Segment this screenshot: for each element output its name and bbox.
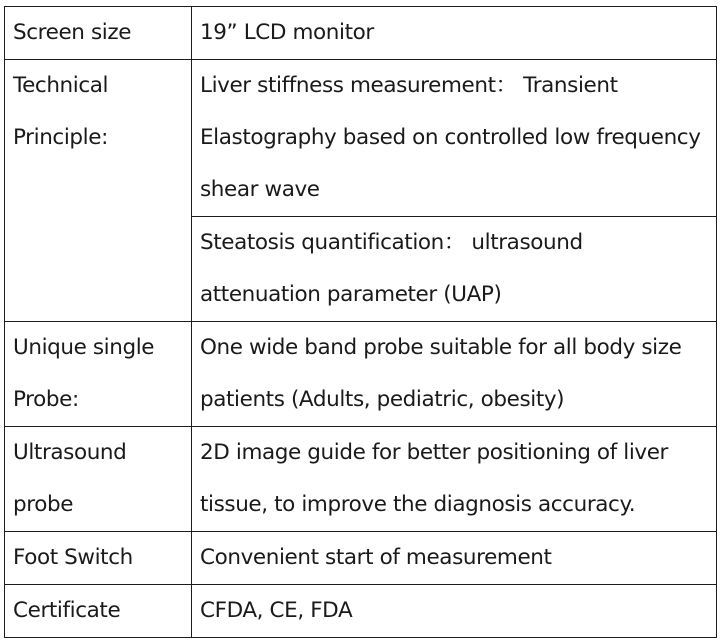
row-value-unique-probe: One wide band probe suitable for all body size patients (Adults, pediatric, obesity) — [192, 322, 717, 427]
table-row-foot-switch — [5, 532, 717, 585]
row-value-liver-stiffness: Liver stiffness measurement： Transient Elastography based on controlled low frequency shear wave — [192, 60, 717, 217]
spec-table — [4, 6, 717, 638]
table-row-technical-principle — [5, 60, 717, 217]
table-row-certificate — [5, 585, 717, 638]
row-label-unique-probe: Unique single Probe: — [5, 322, 192, 427]
row-label-technical-principle: Technical Principle: — [5, 60, 192, 322]
row-label-ultrasound-probe: Ultrasound probe — [5, 427, 192, 532]
row-value-screen-size: 19” LCD monitor — [192, 7, 717, 60]
row-value-ultrasound-probe: 2D image guide for better positioning of liver tissue, to improve the diagnosis accuracy. — [192, 427, 717, 532]
row-label-certificate: Certificate — [5, 585, 192, 638]
table-row-ultrasound-probe — [5, 427, 717, 532]
row-value-steatosis: Steatosis quantification： ultrasound attenuation parameter (UAP) — [192, 217, 717, 322]
row-label-foot-switch: Foot Switch — [5, 532, 192, 585]
table-row-unique-probe — [5, 322, 717, 427]
row-value-foot-switch: Convenient start of measurement — [192, 532, 717, 585]
row-value-certificate: CFDA, CE, FDA — [192, 585, 717, 638]
table-row-screen-size — [5, 7, 717, 60]
row-label-screen-size: Screen size — [5, 7, 192, 60]
